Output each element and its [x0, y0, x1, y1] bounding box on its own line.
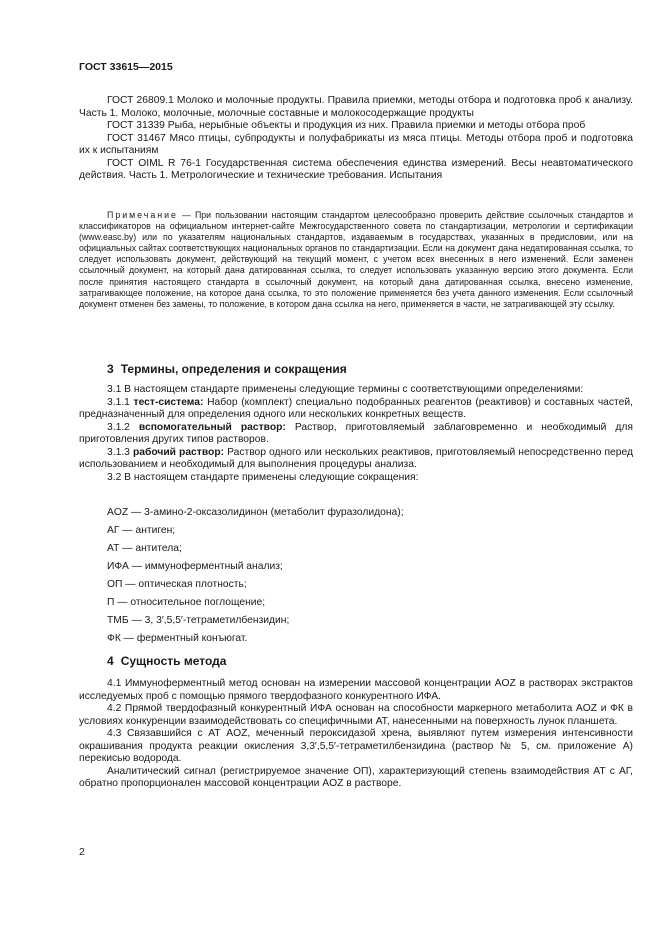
section-title: Термины, определения и сокращения: [120, 362, 347, 376]
reference-item: ГОСТ OIML R 76-1 Государственная система обеспечения единства измерений. Весы неавтоматического действия. Часть 1. Метрологические и технические требования. Испытания: [79, 157, 633, 181]
paragraph-4-1: 4.1 Иммуноферментный метод основан на измерении массовой концентрации AOZ в растворах экстрактов исследуемых проб с помощью прямого твердофазного конкурентного ИФА.: [79, 678, 633, 702]
paragraph-3-1-2: [79, 422, 633, 447]
paragraph-3-1-1: [79, 397, 633, 422]
clause-number: 3.1.2: [107, 421, 139, 433]
definition: Набор (комплект) специально подобранных реагентов (реактивов) и составных частей, предназначенный для определения одного или нескольких конкретных веществ.: [79, 396, 634, 420]
abbreviation-item: АТ — антитела;: [107, 543, 182, 554]
section-number: 4: [107, 654, 114, 668]
abbreviation-item: ФК — ферментный конъюгат.: [107, 633, 248, 644]
paragraph-3-2: 3.2 В настоящем стандарте применены следующие сокращения:: [107, 471, 419, 483]
section-title: Сущность метода: [120, 654, 227, 668]
reference-item: ГОСТ 26809.1 Молоко и молочные продукты. Правила приемки, методы отбора и подготовка проб к анализу. Часть 1. Молоко, молочные, молочные составные и молокосодержащие продукты: [79, 95, 633, 119]
clause-number: 3.1.3: [107, 446, 133, 458]
note-text: — При пользовании настоящим стандартом целесообразно проверить действие ссылочных стандартов и классификаторов на официальном интернет-сайте Межгосударственного совета по стандартизации, метрологии и сертификации (www.easc.by) или по указателям национальных стандартов, издаваемым в государствах, указанных в предисловии, или на официальных сайтах соответствующих национальных органов по стандартизации. Если на документ дана недатированная ссылка, то следует использовать документ, действующий на текущий момент, с учетом всех внесенных в него изменений. Если заменен ссылочный документ, на который дана датированная ссылка, то следует использовать указанную версию этого документа. Если после принятия настоящего стандарта в ссылочный документ, на который дана датированная ссылка, внесено изменение, затрагивающее положение, на которое дана ссылка, то это положение применяется без учета данного изменения. Если ссылочный документ отменен без замены, то положение, в котором дана ссылка на него, применяется в части, не затрагивающей эту ссылку.: [79, 210, 633, 309]
abbreviation-item: АГ — антиген;: [107, 525, 176, 536]
section-number: 3: [107, 362, 114, 376]
note-block: [79, 210, 633, 310]
section-4-body: [79, 678, 633, 791]
paragraph-3-1-3: [79, 447, 633, 472]
abbreviation-item: ОП — оптическая плотность;: [107, 579, 247, 590]
section-3-body: [79, 384, 633, 484]
normative-references: [79, 95, 633, 183]
abbreviation-item: П — относительное поглощение;: [107, 597, 266, 608]
abbreviations-list: [79, 504, 633, 648]
term: вспомогательный раствор:: [138, 421, 286, 433]
reference-item: ГОСТ 31339 Рыба, нерыбные объекты и продукция из них. Правила приемки и методы отбора проб: [107, 120, 586, 131]
paragraph-4-3: 4.3 Связавшийся с АТ AOZ, меченный пероксидазой хрена, выявляют путем измерения интенсивности окрашивания продукта реакции окисления 3,3′,5,5′-тетраметилбензидина (раствор № 5, см. приложение А) перекисью водорода.: [79, 728, 633, 764]
abbreviation-item: ТМБ — 3, 3′,5,5′-тетраметилбензидин;: [107, 615, 290, 626]
document-header: ГОСТ 33615—2015: [79, 61, 173, 73]
definition: Раствор одного или нескольких реактивов, приготовляемый непосредственно перед использованием и необходимый для выполнения процедуры анализа.: [79, 446, 634, 470]
section-3-heading: [107, 362, 347, 376]
definition: Раствор, приготовляемый заблаговременно и необходимый для приготовления других типов растворов.: [79, 421, 634, 445]
page-number: 2: [79, 846, 85, 858]
term: рабочий раствор:: [132, 446, 225, 458]
paragraph-3-1: 3.1 В настоящем стандарте применены следующие термины с соответствующими определениями:: [107, 384, 584, 395]
abbreviation-item: ИФА — иммуноферментный анализ;: [107, 561, 283, 572]
reference-item: ГОСТ 31467 Мясо птицы, субпродукты и полуфабрикаты из мяса птицы. Методы отбора проб и подготовка их к испытаниям: [79, 132, 633, 156]
clause-number: 3.1.1: [107, 396, 134, 408]
note-label: Примечание: [107, 210, 178, 220]
section-4-heading: [107, 654, 226, 668]
term: тест-система:: [133, 396, 204, 408]
abbreviation-item: AOZ — 3-амино-2-оксазолидинон (метаболит фуразолидона);: [107, 507, 404, 518]
paragraph-4-2: 4.2 Прямой твердофазный конкурентный ИФА основан на способности маркерного метаболита AOZ и ФК в условиях конкуренции взаимодействовать со специфичными АТ, нанесенными на поверхность лунок планшета.: [79, 703, 633, 727]
paragraph-4-analytic: Аналитический сигнал (регистрируемое значение ОП), характеризующий степень взаимодействия АТ с АГ, обратно пропорционален массовой концентрации AOZ в растворе.: [79, 765, 633, 789]
note-paragraph: [79, 210, 633, 310]
